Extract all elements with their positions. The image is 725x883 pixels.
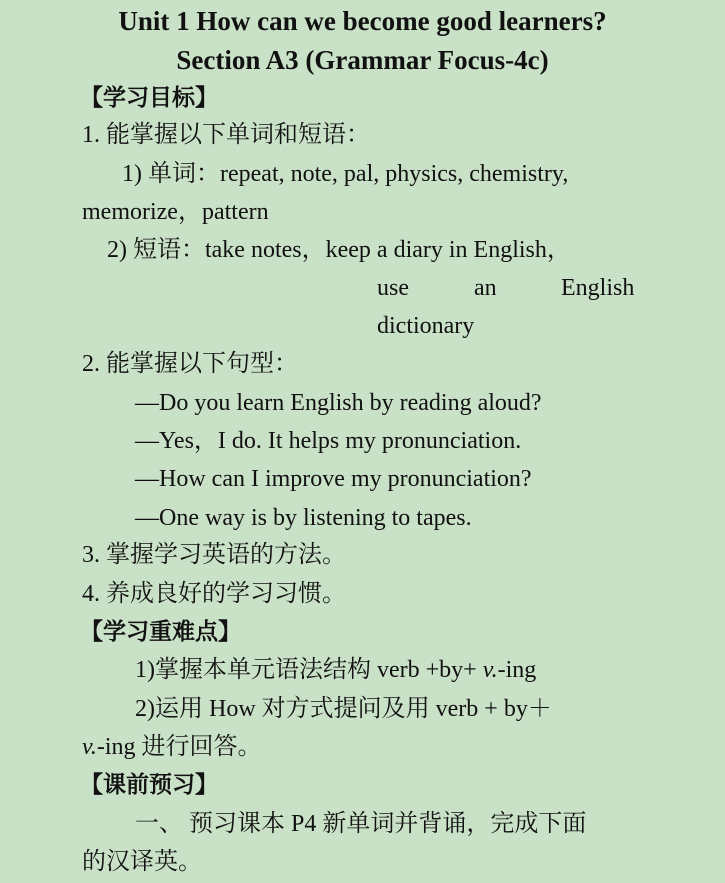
key-point-2-v: v. [82,734,97,760]
key-point-1-text: 1)掌握本单元语法结构 verb +by+ [135,657,483,683]
key-point-1-suffix: -ing [497,657,537,683]
sentence-line: —How can I improve my pronunciation? [135,466,532,492]
phrases-word-dictionary: dictionary [377,313,475,339]
document-title: Unit 1 How can we become good learners? [118,6,607,36]
objective-item-4: 4. 养成良好的学习习惯。 [82,581,346,607]
words-line-1: 1) 单词：repeat, note, pal, physics, chemistry, [122,161,569,187]
phrases-word-an: an [474,275,497,301]
phrases-word-use: use [377,275,409,301]
objective-item-1: 1. 能掌握以下单词和短语： [82,122,370,148]
phrases-word-english: English [561,275,635,301]
sentence-line: —One way is by listening to tapes. [135,505,472,531]
objective-item-2: 2. 能掌握以下句型： [82,351,298,377]
phrases-line-1: 2) 短语：take notes，keep a diary in English， [107,237,571,263]
preview-line-1: 一、 预习课本 P4 新单词并背诵，完成下面 [135,811,587,837]
objectives-heading: 【学习目标】 [80,85,218,111]
document-subtitle: Section A3 (Grammar Focus-4c) [176,45,549,75]
objective-item-3: 3. 掌握学习英语的方法。 [82,542,346,568]
key-point-2-suffix: -ing 进行回答。 [96,734,262,760]
key-point-2-line-2 [82,732,262,762]
sentence-line: —Do you learn English by reading aloud? [135,390,542,416]
sentence-line: —Yes，I do. It helps my pronunciation. [135,428,522,454]
preview-line-2: 的汉译英。 [82,849,202,875]
key-point-1 [135,655,536,685]
words-line-2: memorize，pattern [82,199,269,225]
key-point-1-v: v. [482,657,498,683]
key-points-heading: 【学习重难点】 [80,619,241,645]
preview-heading: 【课前预习】 [80,772,218,798]
key-point-2-line-1: 2)运用 How 对方式提问及用 verb + by＋ [135,696,552,722]
